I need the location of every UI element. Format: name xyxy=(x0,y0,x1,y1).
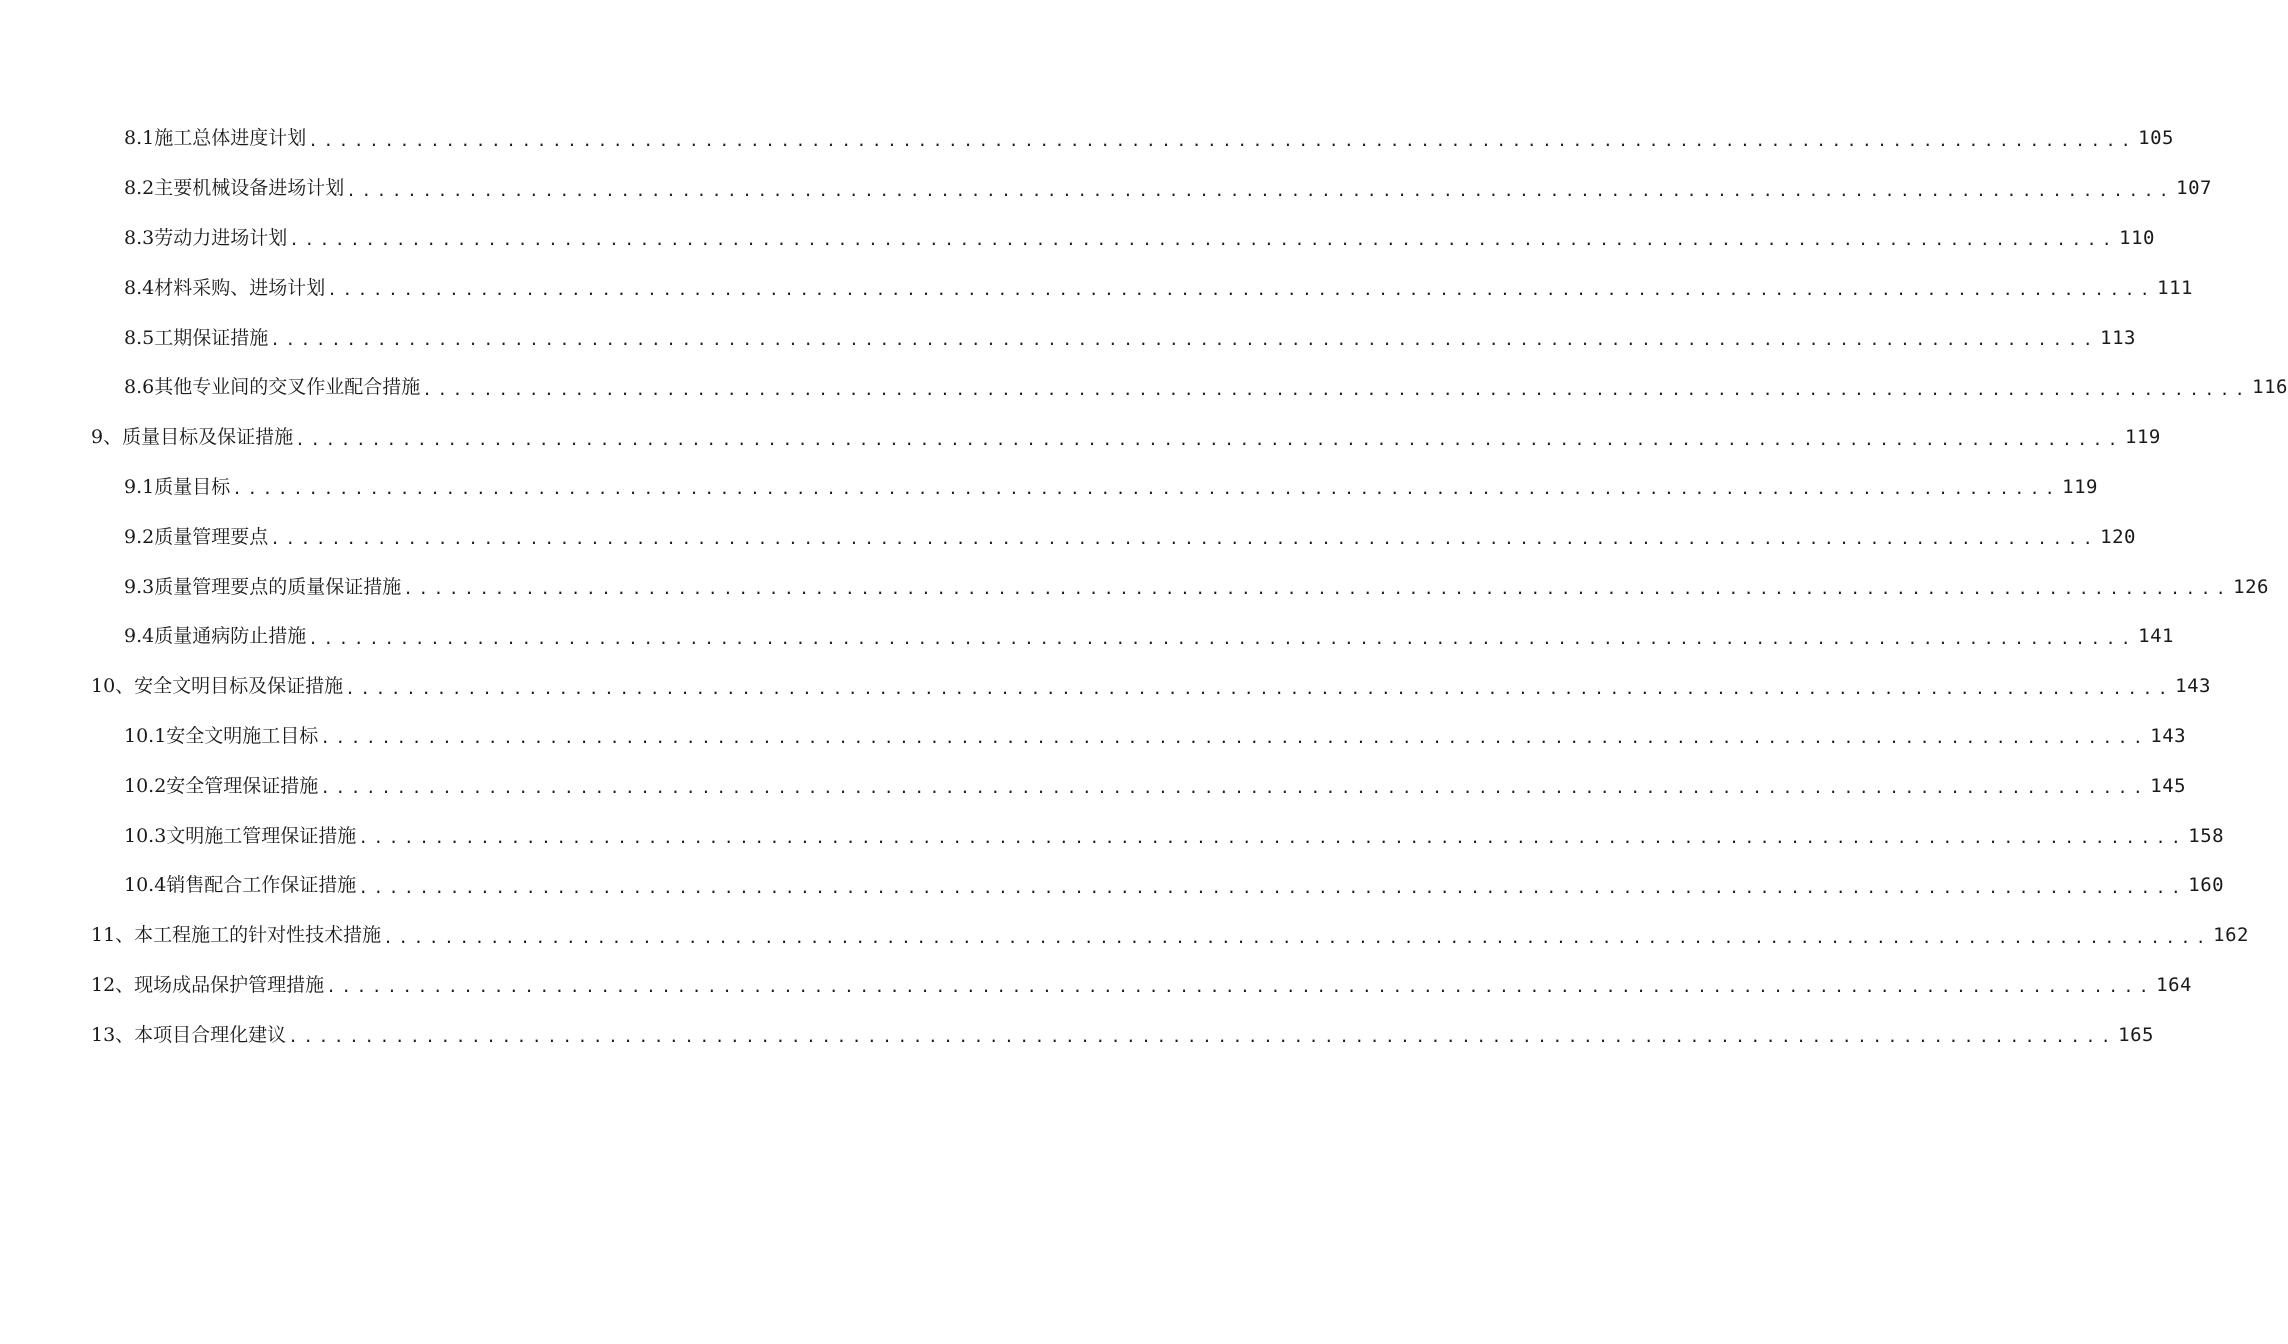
toc-dot-leader: ........................................................................................................................ xyxy=(358,828,2187,848)
toc-page-number: 143 xyxy=(2175,675,2211,698)
toc-entry-title: 8.5工期保证措施 xyxy=(124,326,269,349)
toc-chapter-entry[interactable] xyxy=(0,961,2192,1011)
toc-section-entry[interactable] xyxy=(0,712,2187,762)
toc-page-number: 116 xyxy=(2252,376,2288,399)
toc-page-number: 164 xyxy=(2156,973,2192,996)
toc-dot-leader: ........................................................................................................................ xyxy=(326,977,2155,997)
toc-section-entry[interactable] xyxy=(0,463,2098,513)
toc-chapter-entry[interactable] xyxy=(0,911,2249,961)
toc-dot-leader: ........................................................................................................................ xyxy=(422,379,2251,399)
toc-page-number: 143 xyxy=(2150,724,2187,747)
toc-entry-title: 8.1施工总体进度计划 xyxy=(124,127,307,150)
toc-entry-title: 8.2主要机械设备进场计划 xyxy=(124,177,345,200)
toc-section-entry[interactable] xyxy=(0,761,2187,811)
toc-chapter-entry[interactable] xyxy=(0,1010,2154,1060)
toc-dot-leader: ........................................................................................................................ xyxy=(383,927,2212,947)
toc-entry-title: 10.3文明施工管理保证措施 xyxy=(124,824,357,847)
toc-entry-title: 9.3质量管理要点的质量保证措施 xyxy=(124,575,402,598)
toc-dot-leader: ........................................................................................................................ xyxy=(346,180,2175,200)
toc-page-number: 145 xyxy=(2150,774,2187,797)
toc-section-entry[interactable] xyxy=(0,114,2174,164)
toc-page-number: 111 xyxy=(2157,276,2193,299)
toc-section-entry[interactable] xyxy=(0,263,2193,313)
toc-entry-title: 10.1安全文明施工目标 xyxy=(124,724,319,747)
toc-page-number: 160 xyxy=(2188,874,2225,897)
toc-page-number: 165 xyxy=(2118,1023,2154,1046)
toc-entry-title: 10.4销售配合工作保证措施 xyxy=(124,874,357,897)
toc-dot-leader: ........................................................................................................................ xyxy=(308,130,2137,150)
toc-section-entry[interactable] xyxy=(0,214,2155,264)
toc-page-number: 119 xyxy=(2062,475,2098,498)
toc-dot-leader: ........................................................................................................................ xyxy=(295,429,2124,449)
toc-entry-title: 9、质量目标及保证措施 xyxy=(91,426,294,449)
toc-section-entry[interactable] xyxy=(0,164,2212,214)
toc-entry-title: 9.4质量通病防止措施 xyxy=(124,625,307,648)
toc-entry-title: 8.6其他专业间的交叉作业配合措施 xyxy=(124,376,421,399)
toc-section-entry[interactable] xyxy=(0,612,2174,662)
toc-dot-leader: ........................................................................................................................ xyxy=(345,678,2174,698)
toc-entry-title: 9.1质量目标 xyxy=(124,475,231,498)
toc-section-entry[interactable] xyxy=(0,363,2288,413)
toc-section-entry[interactable] xyxy=(0,861,2225,911)
toc-entry-title: 8.4材料采购、进场计划 xyxy=(124,276,326,299)
toc-page-number: 113 xyxy=(2100,326,2136,349)
toc-dot-leader: ........................................................................................................................ xyxy=(270,330,2099,350)
toc-dot-leader: ........................................................................................................................ xyxy=(320,728,2149,748)
toc-page-number: 105 xyxy=(2138,127,2174,150)
toc-page-number: 141 xyxy=(2138,625,2174,648)
toc-page-number: 110 xyxy=(2119,226,2155,249)
toc-page-number: 126 xyxy=(2233,575,2269,598)
toc-dot-leader: ........................................................................................................................ xyxy=(358,877,2187,897)
toc-entry-title: 9.2质量管理要点 xyxy=(124,525,269,548)
toc-dot-leader: ........................................................................................................................ xyxy=(232,479,2061,499)
toc-dot-leader: ........................................................................................................................ xyxy=(327,280,2156,300)
toc-entry-title: 8.3劳动力进场计划 xyxy=(124,226,288,249)
table-of-contents xyxy=(0,114,2288,1060)
toc-section-entry[interactable] xyxy=(0,512,2136,562)
toc-chapter-entry[interactable] xyxy=(0,413,2161,463)
toc-dot-leader: ........................................................................................................................ xyxy=(320,778,2149,798)
toc-entry-title: 10.2安全管理保证措施 xyxy=(124,774,319,797)
toc-entry-title: 12、现场成品保护管理措施 xyxy=(91,973,325,996)
toc-dot-leader: ........................................................................................................................ xyxy=(289,230,2118,250)
toc-entry-title: 11、本工程施工的针对性技术措施 xyxy=(91,924,382,947)
toc-page-number: 107 xyxy=(2176,177,2212,200)
toc-dot-leader: ........................................................................................................................ xyxy=(288,1027,2117,1047)
toc-page-number: 119 xyxy=(2125,426,2161,449)
toc-section-entry[interactable] xyxy=(0,811,2225,861)
toc-section-entry[interactable] xyxy=(0,313,2136,363)
toc-dot-leader: ........................................................................................................................ xyxy=(403,579,2232,599)
toc-page-number: 162 xyxy=(2213,924,2249,947)
toc-page-number: 120 xyxy=(2100,525,2136,548)
toc-dot-leader: ........................................................................................................................ xyxy=(270,529,2099,549)
toc-section-entry[interactable] xyxy=(0,562,2269,612)
toc-entry-title: 13、本项目合理化建议 xyxy=(91,1023,287,1046)
toc-entry-title: 10、安全文明目标及保证措施 xyxy=(91,675,344,698)
toc-chapter-entry[interactable] xyxy=(0,662,2211,712)
toc-dot-leader: ........................................................................................................................ xyxy=(308,628,2137,648)
toc-page-number: 158 xyxy=(2188,824,2225,847)
